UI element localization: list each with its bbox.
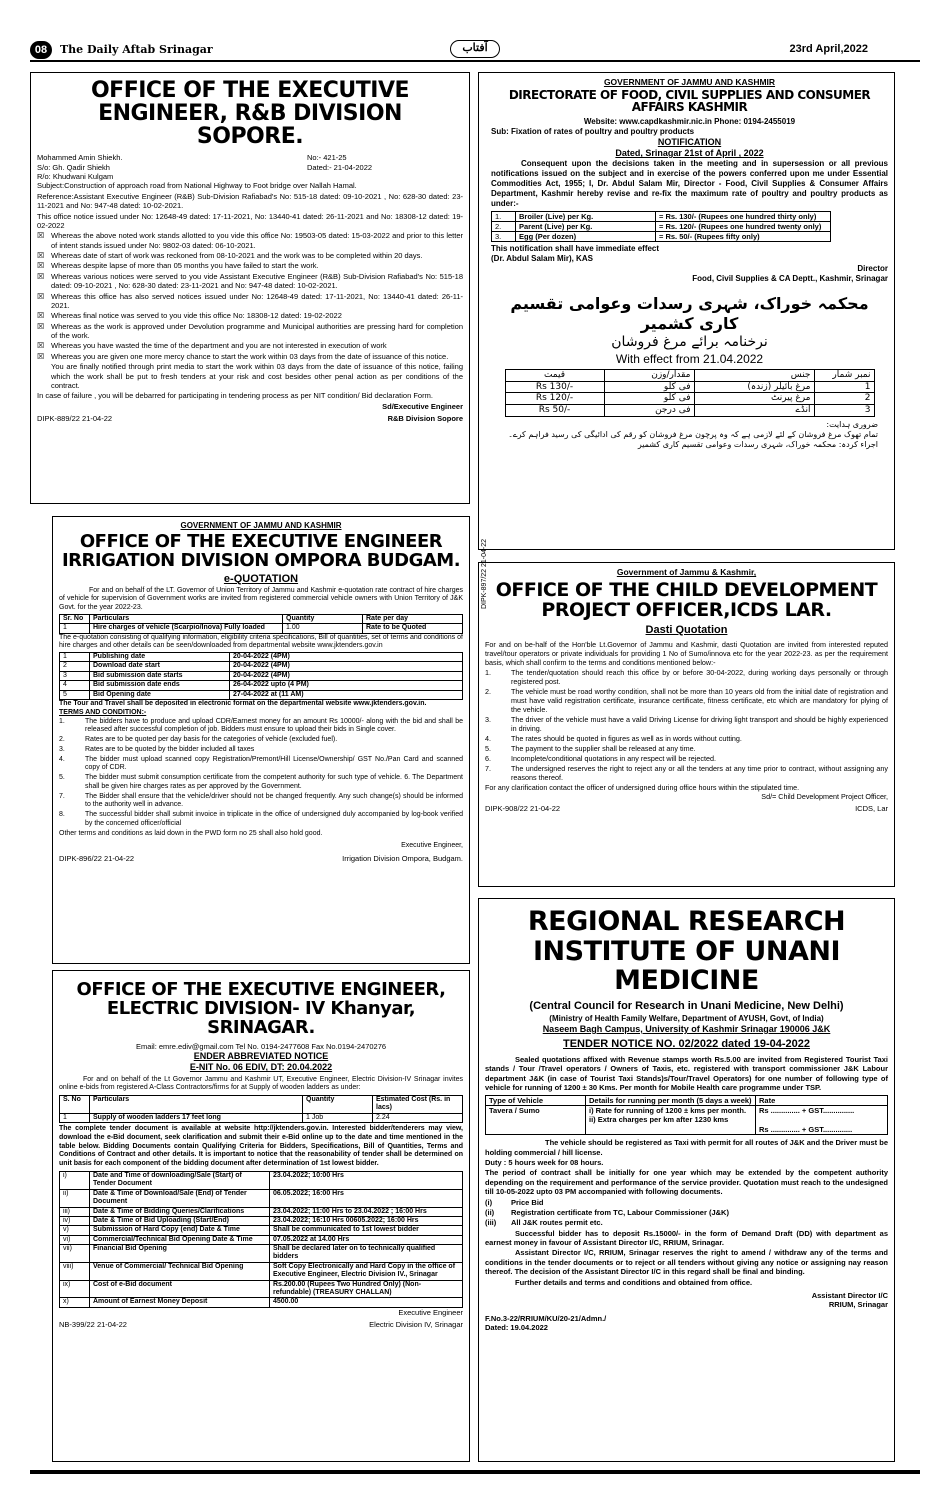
whereas-item: ☒ Whereas you have wasted the time of the department and you are not interested in execution of work — [37, 341, 463, 350]
table-row — [60, 1235, 463, 1244]
quotation-heading: e-QUOTATION — [223, 572, 299, 585]
whereas-item: ☒ Whereas various notices were served to you vide Assistant Executive Engineer (R&B) Sub-Division Rafiabad's No: 515-18 dated: 09-10-2021 , No: 628-30 dated: 23-11-2021 and No: 947-48 dated: 10-02-2021. — [37, 272, 463, 291]
table-row — [486, 1106, 888, 1135]
doc-text: All J&K routes permit etc. — [511, 1218, 603, 1228]
term-number: 5. — [59, 774, 65, 782]
term-item — [485, 764, 888, 782]
cell: Rate to be Quoted — [363, 624, 463, 633]
cell: انڈے — [694, 405, 814, 417]
rate-blank: Rs .............. + GST.............. — [759, 1125, 853, 1135]
cell: Estimated Cost (Rs. in lacs) — [373, 1096, 463, 1114]
term-text: Rates are to be quoted by the bidder included all taxes — [85, 745, 255, 753]
table-row — [60, 1096, 463, 1114]
term-text: The successful bidder shall submit invoice in triplicate in the office of undersigned duly accompanied by log-book verified by the concerned officer/official — [85, 811, 463, 827]
term-text: The payment to the supplier shall be released at any time. — [511, 744, 696, 754]
signature-office: ICDS, Lar — [855, 804, 888, 814]
ad-title: REGIONAL RESEARCH INSTITUTE OF UNANI MEDICINE — [527, 906, 846, 997]
cell: Bid submission date starts — [90, 671, 230, 680]
term-text: The bidder must submit consumption certificate from the competent authority for such type of vehicle. 6. The Department shall be given hire charges rates as per approved by the Government. — [85, 774, 463, 790]
term-item — [59, 811, 463, 829]
clarification-note: For any clarification contact the officer of undersigned during office hours within the stipulated time. — [485, 783, 800, 793]
cell — [756, 1106, 888, 1135]
ad-irrigation-ompora — [52, 516, 470, 964]
cell: = Rs. 130/- (Rupees one hundred thirty only) — [656, 212, 831, 222]
cell: Tavera / Sumo — [486, 1106, 586, 1135]
work-table — [59, 1095, 463, 1123]
cell: 4 — [60, 681, 90, 690]
signature-title: Assistant Director I/C — [811, 1290, 888, 1300]
term-number: 3. — [59, 745, 65, 753]
notice-intro: For and on behalf of the Lt Governor Jammu and Kashmir UT, Executive Engineer, Electric Division-IV Srinagar invites online e-bids from registered A-Class Contractors/firms for at Supply of wooden ladders as under: — [59, 1075, 463, 1092]
cell: 1.00 — [283, 624, 363, 633]
table-row — [60, 1245, 463, 1263]
cell: Download date start — [90, 662, 230, 671]
cell: Shall be communicated to 1st lowest bidder — [270, 1226, 463, 1235]
director-dept: Food, Civil Supplies & CA Deptt., Kashmir, Srinagar — [692, 274, 888, 284]
urdu-issued-by: اجراء کردہ: محکمہ خوراک، شہری رسدات وعوامی تقسیم کاری کشمیر — [637, 440, 878, 449]
cell: نمبر شمار — [814, 369, 874, 381]
dipk-number: DIPK-896/22 21-04-22 — [59, 854, 135, 864]
notice-issued: This office notice issued under No: 12648-49 dated: 17-11-2021, No: 13440-41 dated: 26-11-2021 and No: 18308-12 dated: 19-02-2022 — [37, 211, 463, 230]
cell: قیمت — [505, 369, 604, 381]
letter-date: Dated:- 21-04-2022 — [307, 162, 373, 172]
cell: S. No — [60, 1096, 90, 1114]
cell: Rate per day — [363, 614, 463, 623]
term-item — [59, 756, 463, 774]
table-row — [60, 1189, 463, 1207]
cell: Rs 50/- — [505, 405, 604, 417]
table-row — [60, 614, 463, 623]
cell: 2 — [60, 662, 90, 671]
table-row — [60, 1226, 463, 1235]
director-name: (Dr. Abdul Salam Mir), KAS — [491, 254, 593, 264]
doc-number: (ii) — [485, 1207, 495, 1217]
term-item — [59, 736, 463, 745]
cell: 4500.00 — [270, 1298, 463, 1307]
cell: Sr. No — [60, 614, 90, 623]
term-item — [59, 793, 463, 811]
term-number: 7. — [485, 764, 491, 774]
contract-clause: The period of contract shall be initially for one year which may be extended by the competent authority depending on the requirement and performance of the service provider. Quotation must reach to the undesigned till 10-05-2022 upto 03 PM accompanied with following documents. — [485, 1168, 888, 1197]
cell: Hire charges of vehicle (Scarpio/Inova) Fully loaded — [90, 624, 283, 633]
table-row — [492, 212, 831, 222]
term-number: 8. — [59, 811, 65, 819]
cell — [586, 1106, 756, 1135]
cell: Publishing date — [90, 653, 230, 662]
subject: Sub: Fixation of rates of poultry and poultry products — [491, 126, 695, 136]
dipk-number: DIPK-897/22 21-04-22 — [481, 538, 488, 609]
term-text: The bidder must upload scanned copy Registration/Premont/Hill License/Ownership/ GST No./Pan Card and scanned copy of CDR. — [85, 755, 463, 772]
cell: 26-04-2022 upto (4 PM) — [230, 681, 463, 690]
cell: iv) — [60, 1216, 90, 1225]
cell: Amount of Earnest Money Deposit — [90, 1298, 270, 1307]
cell: viii) — [60, 1262, 90, 1280]
signature-office: Electric Division IV, Srinagar — [369, 1320, 463, 1330]
table-row — [60, 1113, 463, 1122]
document-item — [485, 1198, 888, 1207]
ad-title: OFFICE OF THE EXECUTIVE ENGINEER, ELECTRIC DIVISION- IV Khanyar, SRINAGAR. — [76, 979, 446, 1038]
table-row — [505, 381, 874, 393]
signature-office: RRIUM, Srinagar — [828, 1300, 888, 1310]
term-number: 5. — [485, 744, 491, 754]
cell: Details for running per month (5 days a week) — [586, 1096, 756, 1106]
doc-text: Registration certificate from TC, Labour Commissioner (J&K) — [511, 1207, 729, 1217]
cell: vii) — [60, 1245, 90, 1263]
schedule-table — [59, 1171, 463, 1308]
signature-office: Irrigation Division Ompora, Budgam. — [342, 854, 463, 864]
signature-title: Sd/= Child Development Project Officer, — [761, 792, 888, 802]
term-number: 2. — [485, 687, 491, 697]
cell: مقدار/وزن — [604, 369, 694, 381]
nit-number: E-NIT No. 06 EDIV, DT: 20.04.2022 — [189, 1062, 333, 1073]
cell: v) — [60, 1226, 90, 1235]
table-row — [60, 624, 463, 633]
cell: Broiler (Live) per Kg. — [516, 212, 656, 222]
cell: Particulars — [90, 614, 283, 623]
signature-title: Executive Engineer — [398, 1307, 463, 1317]
cell: 06.05.2022; 16:00 Hrs — [270, 1189, 463, 1207]
table-row — [505, 393, 874, 405]
whereas-item: ☒ Whereas as the work is approved under Devolution programme and Municipal authorities are pressing hard for completion of the work. — [37, 322, 463, 341]
cell: 1 — [814, 381, 874, 393]
urdu-note-heading: ضروری ہدایت: — [826, 420, 878, 429]
term-item — [485, 734, 888, 743]
quotation-intro: For and on behalf of the LT. Governor of Union Territory of Jammu and Kashmir e-quotation rate contract of hire charges of vehicle for supervision of Government works are invited from registered commercial vehicle owners with Union Territory of J&K Govt. for the year 2022-23. — [59, 586, 463, 612]
cell: 1 — [60, 624, 90, 633]
tender-intro: Sealed quotations affixed with Revenue stamps worth Rs.5.00 are invited from Registered Tourist Taxi stands / Tour /Travel operators / Owners of Taxis, etc. registered with transport commissioner J&K Labour department J&K (in case of Tourist Taxi Stands)s/Tour/Travel Operators) for one number of following type of vehicle for running of 1200 ± 30 Kms. Per month for Mobile Health care programme under TSP. — [485, 1054, 888, 1092]
doc-number: (i) — [485, 1197, 493, 1207]
file-number: F.No.3-22/RRIUM/KU/20-21/Admn./ — [485, 1313, 607, 1323]
cell: Particulars — [90, 1096, 303, 1114]
term-item — [59, 746, 463, 755]
whereas-item: ☒ Whereas date of start of work was reckoned from 08-10-2021 and the work was to be completed within 20 days. — [37, 251, 463, 260]
final-notice-paragraph: You are finally notified through print media to start the work within 03 days from the date of issuance of this notice, failing which the work shall be put to fresh tenders at your risk and cost besides other penal action as per conditions of the contract. — [51, 362, 463, 390]
quotation-heading: Dasti Quotation — [645, 623, 728, 636]
cell: ix) — [60, 1280, 90, 1298]
tender-notice: TENDER NOTICE NO. 02/2022 dated 19-04-2022 — [563, 1038, 810, 1051]
table-row — [60, 662, 463, 671]
cell: Rs.200.00 (Rupees Two Hundred Only) (Non-refundable) (TREASURY CHALLAN) — [270, 1280, 463, 1298]
cell: Financial Bid Opening — [90, 1245, 270, 1263]
cell: iii) — [60, 1207, 90, 1216]
term-item — [485, 715, 888, 733]
director-title: Director — [857, 264, 888, 274]
gov-heading: GOVERNMENT OF JAMMU AND KASHMIR — [180, 521, 342, 530]
term-number: 3. — [485, 715, 491, 725]
cell: Date and Time of downloading/Sale (Start) of Tender Document — [90, 1171, 270, 1189]
urdu-note: تمام تھوک مرغ فروشان کے لئے لازمی ہے کہ وہ پرچون مرغ فروشان کو رقم کی ادائیگی کی رسید فراہم کرے۔ — [508, 430, 878, 439]
cell: 1 — [60, 1113, 90, 1122]
cell: Commercial/Technical Bid Opening Date & Time — [90, 1235, 270, 1244]
table-row — [492, 232, 831, 242]
table-row — [60, 1216, 463, 1225]
cell: جنس — [694, 369, 814, 381]
term-item — [485, 668, 888, 686]
rate-table — [59, 614, 463, 634]
dipk-number: DIPK-889/22 21-04-22 — [37, 414, 113, 424]
cell: x) — [60, 1298, 90, 1307]
notice-heading: ENDER ABBREVIATED NOTICE — [193, 1051, 329, 1062]
term-text: The rates should be quoted in figures as well as in words without cutting. — [511, 734, 742, 744]
cell: فی کلو — [604, 381, 694, 393]
failure-clause: In case of failure , you will be debarred for participating in tendering process as per NIT condition/ Bid declaration Form. — [37, 391, 433, 401]
cell: Shall be declared later on to technically qualified bidders — [270, 1245, 463, 1263]
quotation-note: The e-quotation consisting of qualifying information, eligibility criteria specifications, Bill of quantities, set of terms and conditions of hire charges and other details can be seen/downloaded from departmental website www.jktenders.gov.in — [59, 633, 463, 650]
vehicle-clause: The vehicle should be registered as Taxi with permit for all routes of J&K and the Driver must be holding commercial / hill license. — [485, 1138, 888, 1157]
cell: 20-04-2022 (4PM) — [230, 671, 463, 680]
rate-blank: Rs .............. + GST............... — [759, 1106, 855, 1116]
table-row — [60, 1262, 463, 1280]
whereas-item: ☒ Whereas final notice was served to you vide this office No: 18308-12 dated: 19-02-2022 — [37, 311, 463, 320]
term-item — [59, 774, 463, 792]
table-row — [505, 405, 874, 417]
notification-heading: NOTIFICATION — [657, 136, 722, 147]
dipk-number: DIPK-908/22 21-04-22 — [485, 804, 561, 814]
urdu-rate-table — [505, 369, 875, 417]
ad-rb-sopore — [30, 72, 470, 504]
table-row — [60, 1207, 463, 1216]
cell: 23.04.2022; 11:00 Hrs to 23.04.2022 ; 16:00 Hrs — [270, 1207, 463, 1216]
term-text: The undersigned reserves the right to reject any or all the tenders at any time prior to contract, without assigning any reasons thereof. — [511, 764, 888, 783]
cell: 3 — [60, 671, 90, 680]
cell: 1 Job — [303, 1113, 373, 1122]
issue-date: 23rd April,2022 — [789, 43, 868, 55]
cell: Quantity — [283, 614, 363, 623]
cell: 1. — [492, 212, 516, 222]
cell: 1 — [60, 653, 90, 662]
cell: 3 — [814, 405, 874, 417]
gov-heading: GOVERNMENT OF JAMMU AND KASHMIR — [603, 77, 776, 87]
cell: Soft Copy Electronically and Hard Copy in the office of Executive Engineer, Electric Division IV., Srinagar — [270, 1262, 463, 1280]
notification-body: Consequent upon the decisions taken in the meeting and in supersession or all previous notifications issued on the subject and in exercise of the powers conferred upon me under Essential Commodities Act, 1955; I, Dr. Abdul Salam Mir, Director - Food, Civil Supplies & Consumer Affairs Department, Kashmir hereby revise and re-fix the maximum rate of poultry and poultry products as under:- — [491, 159, 888, 209]
cell: Rs 130/- — [505, 381, 604, 393]
term-text: The bidders have to produce and upload CDR/Earnest money for an amount Rs 10000/- along with the bid and shall be released after successful completion of job. Bidders must ensure to upload their bids in Single cover. — [85, 717, 463, 734]
cell: Submission of Hard Copy (end) Date & Time — [90, 1226, 270, 1235]
ad-title: OFFICE OF THE EXECUTIVE ENGINEER IRRIGATION DIVISION OMPORA BUDGAM. — [61, 531, 461, 571]
cell: Egg (Per dozen) — [516, 232, 656, 242]
addressee-name: Mohammed Amin Shiekh. — [37, 153, 123, 163]
newspaper-logo: آفتاب — [450, 40, 500, 58]
term-text: Incomplete/conditional quotations in any respect will be rejected. — [511, 754, 716, 764]
whereas-item: ☒ Whereas despite lapse of more than 05 months you have failed to start the work. — [37, 261, 463, 270]
cell: فی کلو — [604, 393, 694, 405]
cell: Bid Opening date — [90, 690, 230, 699]
website-phone: Website: www.capdkashmir.nic.in Phone: 0194-2455019 — [583, 116, 796, 126]
rate-detail: i) Rate for running of 1200 ± kms per month. — [589, 1106, 747, 1116]
doc-number: (iii) — [485, 1218, 497, 1228]
cell: 20-04-2022 (4PM) — [230, 662, 463, 671]
details-clause: Further details and terms and conditions and obtained from office. — [515, 1277, 753, 1287]
tender-note: The Tour and Travel shall be deposited in electronic format on the departmental website www.jktenders.gov.in. — [59, 700, 427, 708]
cell: 07.05.2022 at 14.00 Hrs — [270, 1235, 463, 1244]
term-number: 7. — [59, 792, 65, 800]
ad-icds-lar — [478, 562, 895, 887]
rights-clause: Assistant Director I/C, RRIUM, Srinagar reserves the right to amend / withdraw any of the terms and conditions in the tender documents or to reject or all tenders without giving any notice or assigning nay reason thereof. The decision of the Assistant Director I/C in this regard shall be final and binding. — [485, 1248, 888, 1277]
notification-date: Dated, Srinagar 21st of April , 2022 — [615, 148, 764, 159]
rate-detail: ii) Extra charges per km after 1230 kms — [589, 1115, 729, 1125]
addressee-father: S/o: Gh. Qadir Shiekh — [37, 162, 110, 172]
signature-title: Sd/Executive Engineer — [382, 401, 463, 411]
table-row — [60, 1298, 463, 1307]
ad-title: OFFICE OF THE CHILD DEVELOPMENT PROJECT OFFICER,ICDS LAR. — [495, 578, 878, 621]
cell: Cost of e-Bid document — [90, 1280, 270, 1298]
document-item — [485, 1218, 888, 1227]
council-line: (Central Council for Research in Unani Medicine, New Delhi) — [529, 1000, 844, 1013]
ministry-line: (Ministry of Health Family Welfare, Department of AYUSH, Govt, of India) — [549, 1013, 824, 1023]
cell: 2.24 — [373, 1113, 463, 1122]
cell: 2. — [492, 222, 516, 232]
ad-electric-khanyar — [52, 970, 470, 1462]
earnest-clause: Successful bidder has to deposit Rs.15000/- in the form of Demand Draft (DD) with department as earnest money in favour of Assistant Director I/C, RRIUM, Srinagar. — [485, 1228, 888, 1248]
dipk-number: NB-399/22 21-04-22 — [59, 1320, 127, 1330]
term-text: The driver of the vehicle must have a valid Driving License for driving light transport and should be highly experienced in driving. — [511, 715, 888, 734]
cell: مرغ پیرنٹ — [694, 393, 814, 405]
term-item — [485, 687, 888, 714]
term-number: 2. — [59, 736, 65, 744]
table-row — [60, 681, 463, 690]
footer-rule — [30, 1470, 920, 1474]
term-item — [59, 718, 463, 736]
urdu-title: محکمہ خوراک، شہری رسدات وعوامی تقسیم کاری کشمیر — [510, 294, 869, 334]
effect-note: This notification shall have immediate effect — [491, 244, 660, 254]
term-number: 6. — [485, 754, 491, 764]
effect-from: With effect from 21.04.2022 — [615, 351, 764, 366]
quotation-intro: For and on be-half of the Hon'ble Lt.Governor of Jammu and Kashmir, dasti Quotation are invited from interested reputed travel/tour operators or private individuals for providing 1 No of Sumo/innova etc for the year 2022-23. as per the requirement basis, which shall confirm to the terms and conditions mentioned below:- — [485, 640, 888, 668]
notice-body: The complete tender document is available at website http://jktenders.gov.in. Interested bidder/tenderers may view, download the e-Bid document, seek clarification and submit their e-Bid online up to the date and time mentioned in the table below. Bidding Documents contain Qualifying Criteria for Bidders, Specifications, Bill of Quantities, Terms and Conditions of Contract and other details. It is important to notice that the reasonability of tender shall be determined on unit basis for each component of the bidding document after determination of 1st lowest bidder. — [59, 1125, 463, 1168]
cell: 23.04.2022; 10:00 Hrs — [270, 1171, 463, 1189]
ad-unani-institute — [478, 898, 895, 1462]
cell: ii) — [60, 1189, 90, 1207]
cell: i) — [60, 1171, 90, 1189]
signature-title: Executive Engineer, — [401, 842, 463, 850]
table-row — [60, 1171, 463, 1189]
term-number: 1. — [485, 668, 491, 678]
term-number: 1. — [59, 717, 65, 725]
ad-title: OFFICE OF THE EXECUTIVE ENGINEER, R&B DIVISION SOPORE. — [90, 78, 410, 150]
cell: Type of Vehicle — [486, 1096, 586, 1106]
rate-table — [491, 211, 831, 242]
other-terms: Other terms and conditions as laid down in the PWD form no 25 shall also hold good. — [59, 829, 323, 837]
cell: فی درجن — [604, 405, 694, 417]
term-text: The vehicle must be road worthy condition, shall not be more than 10 years old from the initial date of registration and must have valid registration certificate, insurance certificate, fitness certificate, etc which are mandatory for plying of the vehicle. — [511, 687, 888, 715]
urdu-subtitle: نرخنامہ برائے مرغ فروشان — [611, 334, 768, 351]
table-row — [60, 653, 463, 662]
cell: vi) — [60, 1235, 90, 1244]
term-item — [485, 754, 888, 763]
doc-text: Price Bid — [511, 1197, 544, 1207]
term-item — [485, 744, 888, 753]
cell: Quantity — [303, 1096, 373, 1114]
cell: Date & Time of Download/Sale (End) of Tender Document — [90, 1189, 270, 1207]
cell: Date & Time of Bid Uploading (Start/End) — [90, 1216, 270, 1225]
cell: 3. — [492, 232, 516, 242]
table-row — [60, 690, 463, 699]
page-number: 08 — [30, 41, 52, 59]
cell: 2 — [814, 393, 874, 405]
cell: مرغ بائیلر (زندہ) — [694, 381, 814, 393]
schedule-table — [59, 652, 463, 700]
file-date: Dated: 19.04.2022 — [485, 1323, 548, 1333]
table-row — [505, 369, 874, 381]
whereas-item: ☒ Whereas the above noted work stands allotted to you vide this office No: 19503-05 dated: 15-03-2022 and prior to this letter of intent stands issued under No: 9802-03 dated: 06-10-2021. — [37, 231, 463, 250]
signature-office: R&B Division Sopore — [387, 414, 463, 424]
whereas-item: ☒ Whereas this office has also served notices issued under No: 12648-49 dated: 17-11-2021, No: 13440-41 dated: 26-11-2021. — [37, 292, 463, 311]
page-header — [30, 40, 920, 62]
cell: Bid submission date ends — [90, 681, 230, 690]
reference: Reference:Assistant Executive Engineer (R&B) Sub-Division Rafiabad's No: 515-18 dated: 09-10-2021 , No: 628-30 dated: 23-11-2021 and No: 947-48 dated: 10-02-2021. — [37, 191, 463, 211]
term-text: Rates are to be quoted per day basis for the categories of vehicle (excluded fuel). — [85, 736, 338, 744]
table-row — [60, 671, 463, 680]
contact-line: Email: emre.ediv@gmail.com Tel No. 0194-2477608 Fax No.0194-2470276 — [135, 1041, 387, 1051]
term-text: The tender/quotation should reach this office by or before 30-04-2022, during working days personally or through registered post. — [511, 668, 888, 687]
cell: Date & Time of Bidding Queries/Clarifications — [90, 1207, 270, 1216]
whereas-item: ☒ Whereas you are given one more mercy chance to start the work within 03 days from the date of issuance of this notice. — [37, 352, 463, 361]
subject: Subject:Construction of approach road from National Highway to Foot bridge over Nallah Hamal. — [37, 181, 357, 191]
term-text: The Bidder shall ensure that the vehicle/driver should not be changed frequently. Any such change(s) should be informed to the authority well in advance. — [85, 792, 463, 809]
duty-clause: Duty : 5 hours week for 08 hours. — [485, 1158, 604, 1168]
addressee-residence: R/o: Khudwani Kulgam — [37, 172, 114, 182]
document-item — [485, 1208, 888, 1217]
cell: Rs 120/- — [505, 393, 604, 405]
terms-heading: TERMS AND CONDITION:- — [59, 708, 147, 716]
term-number: 4. — [485, 734, 491, 744]
header-rule — [30, 60, 920, 62]
cell: 27-04-2022 at (11 AM) — [230, 690, 463, 699]
table-row — [486, 1096, 888, 1106]
term-number: 4. — [59, 755, 65, 763]
cell: 20-04-2022 (4PM) — [230, 653, 463, 662]
newspaper-name: The Daily Aftab Srinagar — [60, 43, 213, 56]
cell: Rate — [756, 1096, 888, 1106]
cell: = Rs. 120/- (Rupees one hundred twenty only) — [656, 222, 831, 232]
table-row — [60, 1280, 463, 1298]
cell: = Rs. 50/- (Rupees fifty only) — [656, 232, 831, 242]
cell: Venue of Commercial/ Technical Bid Opening — [90, 1262, 270, 1280]
cell: 5 — [60, 690, 90, 699]
table-row — [492, 222, 831, 232]
ad-title: DIRECTORATE OF FOOD, CIVIL SUPPLIES AND CONSUMER AFFAIRS KASHMIR — [508, 87, 871, 115]
letter-no: No:- 421-25 — [307, 153, 347, 163]
cell: Parent (Live) per Kg. — [516, 222, 656, 232]
cell: Supply of wooden ladders 17 feet long — [90, 1113, 303, 1122]
campus-line: Naseem Bagh Campus, University of Kashmir Srinagar 190006 J&K — [542, 1023, 831, 1034]
vehicle-table — [485, 1095, 888, 1135]
cell: 23.04.2022; 16:10 Hrs 00605.2022; 16:00 Hrs — [270, 1216, 463, 1225]
gov-heading: Government of Jammu & Kashmir, — [616, 567, 757, 577]
